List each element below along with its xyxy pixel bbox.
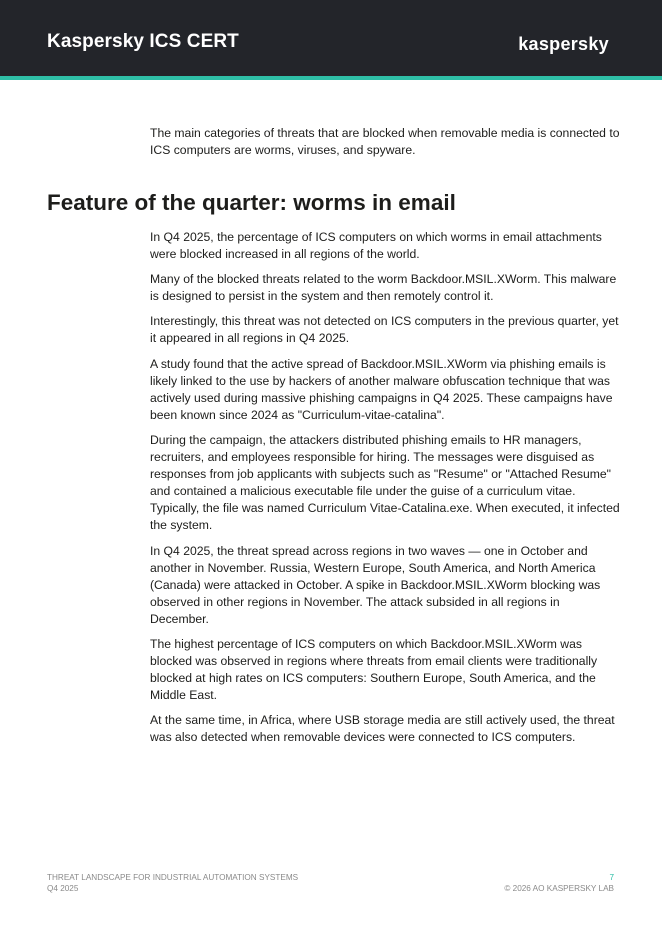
footer-report-title: THREAT LANDSCAPE FOR INDUSTRIAL AUTOMATION SYSTEMS [47, 873, 299, 882]
body-paragraph: During the campaign, the attackers distributed phishing emails to HR managers, recruiters, and employees responsible for hiring. The messages were disguised as responses from job applicants with subjects such as "Resume" or "Attached Resume" and contained a malicious executable file under the guise of a curriculum vitae. Typically, the file was named Curriculum Vitae-Catalina.exe. When executed, it infected the system. [150, 432, 620, 533]
body-paragraph: Many of the blocked threats related to the worm Backdoor.MSIL.XWorm. This malware is designed to persist in the system and then remotely control it. [150, 272, 617, 304]
footer-report-info [47, 872, 298, 894]
ics-cert-brand: Kaspersky ICS CERT [47, 31, 239, 52]
section-title: Feature of the quarter: worms in email [47, 190, 456, 215]
intro-paragraph: The main categories of threats that are blocked when removable media is connected to ICS computers are worms, viruses, and spyware. [150, 126, 620, 157]
section-body [150, 229, 620, 755]
page-number: 7 [609, 873, 614, 882]
header-accent-line [0, 76, 662, 80]
footer-page-info [504, 872, 614, 894]
footer-quarter: Q4 2025 [47, 884, 79, 893]
body-paragraph: A study found that the active spread of Backdoor.MSIL.XWorm via phishing emails is likely linked to the use by hackers of another malware obfuscation technique that was actively used during massive phishing campaigns in Q4 2025. These campaigns have been known since 2024 as "Curriculum-vitae-catalina". [150, 356, 613, 422]
page-header [0, 0, 662, 76]
body-paragraph: The highest percentage of ICS computers on which Backdoor.MSIL.XWorm was blocked was observed in regions where threats from email clients were traditionally blocked at high rates on ICS computers: Southern Europe, South America, and the Middle East. [150, 636, 598, 703]
body-paragraph: In Q4 2025, the threat spread across regions in two waves — one in October and another in November. Russia, Western Europe, South America, and North America (Canada) were attacked in October. A spike in Backdoor.MSIL.XWorm blocking was observed in other regions in November. The attack subsided in all regions in December. [150, 543, 601, 626]
body-paragraph: At the same time, in Africa, where USB storage media are still actively used, the threat was also detected when removable devices were connected to ICS computers. [150, 713, 615, 745]
footer-copyright: © 2026 AO KASPERSKY LAB [504, 884, 614, 893]
body-paragraph: In Q4 2025, the percentage of ICS computers on which worms in email attachments were blocked increased in all regions of the world. [150, 230, 602, 262]
kaspersky-logo: kaspersky [518, 34, 609, 54]
body-paragraph: Interestingly, this threat was not detected on ICS computers in the previous quarter, yet it appeared in all regions in Q4 2025. [150, 314, 619, 346]
